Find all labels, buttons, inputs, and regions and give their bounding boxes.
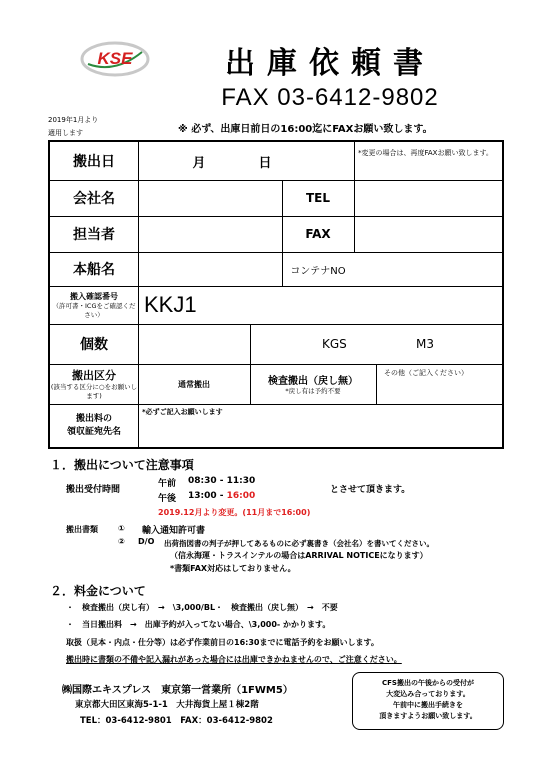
- doc2-num: ②: [118, 537, 125, 546]
- footer-company: ㈱国際エキスプレス 東京第一営業所（1FWM5）: [62, 685, 293, 696]
- inspect-out-note: *戻し有は予約不要: [285, 387, 341, 395]
- receipt-note: *必ずご記入お願いします: [142, 408, 223, 416]
- fee-line3: 取扱（見本・内点・仕分等）は必ず作業前日の16:30までに電話予約をお願いします。: [66, 638, 379, 647]
- fee-line1: ・ 検査搬出（戻し有） → \3,000/BL・ 検査搬出（戻し無） → 不要: [66, 603, 338, 612]
- cfs-notice-line3: 午前中に搬出手続きを: [393, 701, 463, 709]
- category-label: [50, 364, 138, 404]
- cfs-notice-box: [352, 672, 504, 730]
- fee-line2: ・ 当日搬出料 → 出庫予約が入ってない場合、\3,000- かかります。: [66, 620, 331, 629]
- request-form: [48, 140, 504, 449]
- pm-label: 午後: [158, 494, 177, 504]
- pm-time: [188, 491, 255, 501]
- permit-label: [50, 286, 138, 324]
- other-option[interactable]: その他（ご記入ください）: [384, 369, 468, 377]
- hours-suffix: とさせて頂きます。: [330, 485, 411, 495]
- receipt-label: [50, 404, 138, 447]
- category-label-note: (該当する区分に○をお願いします): [50, 383, 138, 400]
- container-label: コンテナNO: [290, 265, 346, 277]
- deadline-notice: ※ 必ず、出庫日前日の16:00迄にFAXお願い致します。: [178, 124, 433, 135]
- category-label-main: 搬出区分: [72, 369, 116, 382]
- tel-label: TEL: [305, 191, 331, 205]
- section2-heading: ２．料金について: [50, 584, 146, 598]
- permit-label-main: 搬入確認番号: [70, 291, 118, 301]
- person-label: 担当者: [73, 227, 115, 243]
- doc1-num: ①: [118, 524, 125, 533]
- doc2-line3: *書類FAX対応はしておりません。: [170, 564, 296, 573]
- permit-label-note: （許可書・ICGをご確認ください）: [52, 301, 136, 319]
- kse-logo: [80, 40, 150, 78]
- section1-heading: １．搬出について注意事項: [50, 458, 194, 472]
- doc2-line2: （信永海運・トラスインテルの場合はARRIVAL NOTICEになります）: [170, 551, 428, 560]
- pm-time-end: 16:00: [226, 491, 256, 501]
- company-label: 会社名: [73, 191, 115, 207]
- docs-label: 搬出書類: [66, 525, 98, 534]
- cfs-notice-line4: 頂きますようお願い致します。: [379, 712, 477, 720]
- doc1-text: 輸入通知許可書: [142, 526, 206, 536]
- change-note: 2019.12月より変更。(11月まで16:00): [158, 508, 311, 517]
- pm-time-start: 13:00 -: [188, 491, 227, 501]
- am-label: 午前: [158, 479, 177, 489]
- inspect-out-label: 検査搬出（戻し無）: [268, 376, 358, 387]
- svg-text:KSE: KSE: [97, 49, 133, 68]
- normal-out-option[interactable]: 通常搬出: [178, 379, 210, 389]
- receipt-label-line2: 領収証宛先名: [66, 426, 121, 437]
- doc2-text: 出荷指図書の判子が押してあるものに必ず裏書き（会社名）を書いてください。: [164, 539, 434, 548]
- document-title: 出庫依頼書: [225, 46, 435, 81]
- doc2-head: D/O: [138, 537, 155, 546]
- am-time: 08:30 - 11:30: [188, 476, 256, 486]
- cfs-notice-line1: CFS搬出の午後からの受付が: [382, 679, 474, 687]
- cfs-notice-line2: 大変込み合っております。: [386, 690, 470, 698]
- fax-label: FAX: [305, 227, 331, 241]
- effective-date: [48, 114, 98, 140]
- month-label: 月: [192, 155, 206, 171]
- date-label: 搬出日: [73, 154, 115, 170]
- effective-date-line2: 適用します: [48, 129, 83, 137]
- footer-contact: TEL：03-6412-9801 FAX：03-6412-9802: [80, 716, 273, 726]
- date-change-note: *変更の場合は、再度FAXお願い致します。: [358, 149, 493, 157]
- kgs-unit: KGS: [322, 337, 347, 351]
- fee-line4: 搬出時に書類の不備や記入漏れがあった場合には出庫できかねませんので、ご注意ください。: [66, 655, 402, 664]
- vessel-label: 本船名: [73, 262, 115, 278]
- footer-address: 東京都大田区東海5-1-1 大井海貨上屋１棟2階: [75, 700, 259, 710]
- inspect-out-option[interactable]: [250, 364, 376, 404]
- fax-number: FAX 03-6412-9802: [221, 84, 439, 111]
- receipt-label-line1: 搬出料の: [75, 413, 112, 424]
- quantity-label: 個数: [80, 337, 108, 353]
- effective-date-line1: 2019年1月より: [48, 116, 99, 124]
- permit-number: KKJ1: [144, 292, 197, 317]
- m3-unit: M3: [416, 337, 434, 351]
- day-label: 日: [258, 155, 272, 171]
- hours-label: 搬出受付時間: [66, 485, 121, 495]
